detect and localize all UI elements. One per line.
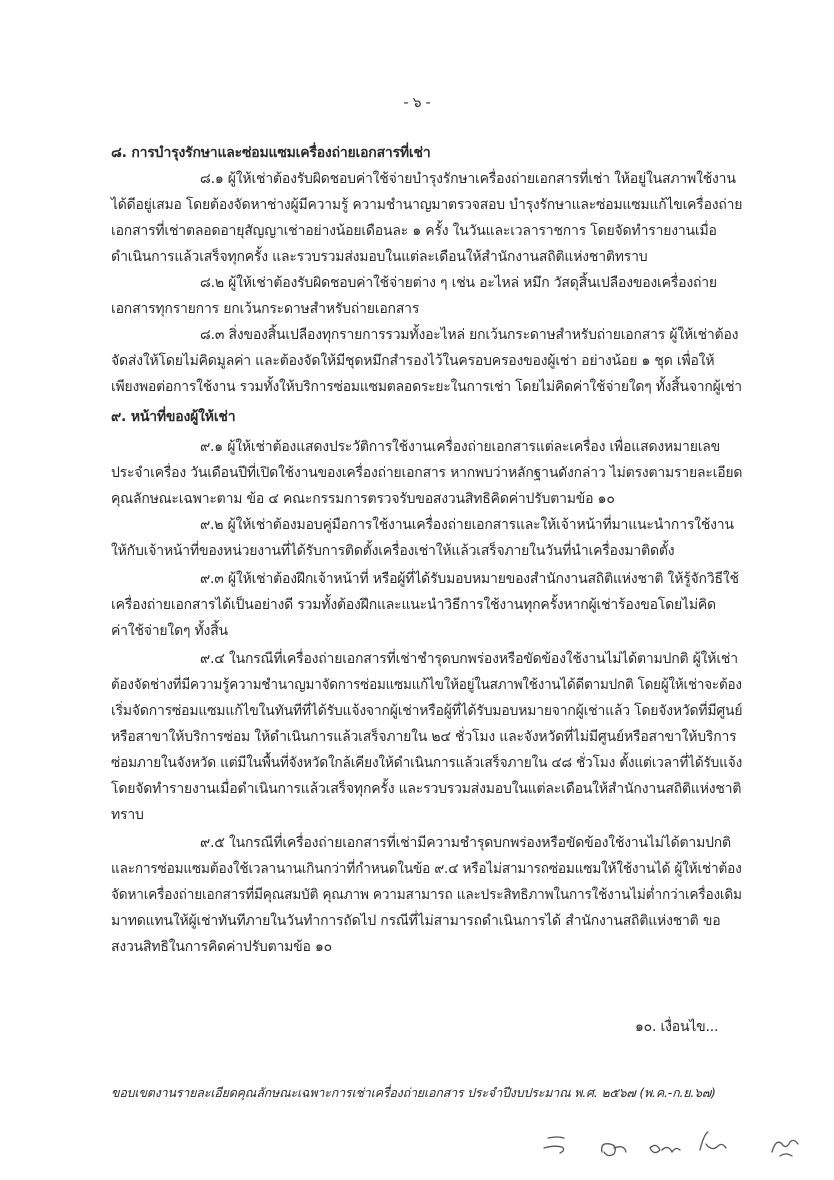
- paragraph-line: ให้กับเจ้าหน้าที่ของหน่วยงานที่ได้รับการติดตั้งเครื่องเช่าให้แล้วเสร็จภายในวันที่นำเครื่องมาติดตั้ง: [111, 543, 675, 559]
- paragraph-line: สงวนสิทธิในการคิดค่าปรับตามข้อ ๑๐: [111, 939, 333, 955]
- page-footer: ขอบเขตงานรายละเอียดคุณลักษณะเฉพาะการเช่าเครื่องถ่ายเอกสาร ประจำปีงบประมาณ พ.ศ. ๒๕๖๗ (พ.ค.-ก.ย.๖๗): [111, 1085, 716, 1100]
- paragraph-line: คุณลักษณะเฉพาะตาม ข้อ ๔ คณะกรรมการตรวจรับขอสงวนสิทธิคิดค่าปรับตามข้อ ๑๐: [111, 491, 615, 507]
- paragraph-line: เริ่มจัดการซ่อมแซมแก้ไขในทันทีที่ได้รับแจ้งจากผู้เช่าหรือผู้ที่ได้รับมอบหมายจากผู้เช่าแล้ว โดยจังหวัดที่มีศูนย์: [111, 703, 743, 719]
- paragraph-line: เอกสารที่เช่าตลอดอายุสัญญาเช่าอย่างน้อยเดือนละ ๑ ครั้ง ในวันและเวลาราชการ โดยจัดทำรายงานเมื่อ: [111, 223, 717, 239]
- paragraph-line: จัดหาเครื่องถ่ายเอกสารที่มีคุณสมบัติ คุณภาพ ความสามารถ และประสิทธิภาพในการใช้งานไม่ต่ำกว่าเครื่องเดิม: [111, 887, 742, 903]
- paragraph-line: เครื่องถ่ายเอกสารได้เป็นอย่างดี รวมทั้งต้องฝึกและแนะนำวิธีการใช้งานทุกครั้งหากผู้เช่าร้องขอโดยไม่คิด: [111, 597, 716, 613]
- paragraph-line: เพียงพอต่อการใช้งาน รวมทั้งให้บริการซ่อมแซมตลอดระยะในการเช่า โดยไม่คิดค่าใช้จ่ายใดๆ ทั้งสิ้นจากผู้เช่า: [111, 379, 742, 395]
- paragraph-line: ๘.๒ ผู้ให้เช่าต้องรับผิดชอบค่าใช้จ่ายต่าง ๆ เช่น อะไหล่ หมึก วัสดุสิ้นเปลืองของเครื่องถ่าย: [200, 275, 717, 291]
- paragraph-line: ๘.๓ สิ่งของสิ้นเปลืองทุกรายการรวมทั้งอะไหล่ ยกเว้นกระดาษสำหรับถ่ายเอกสาร ผู้ให้เช่าต้อง: [200, 327, 739, 343]
- paragraph-line: มาทดแทนให้ผู้เช่าทันทีภายในวันทำการถัดไป กรณีที่ไม่สามารถดำเนินการได้ สำนักงานสถิติแห่งชาติ ขอ: [111, 913, 721, 929]
- section-8-heading: ๘. การบำรุงรักษาและซ่อมแซมเครื่องถ่ายเอกสารที่เช่า: [111, 145, 431, 161]
- handwritten-initials-signature: [540, 1128, 810, 1168]
- paragraph-line: หรือสาขาให้บริการซ่อม ให้ดำเนินการแล้วเสร็จภายใน ๒๔ ชั่วโมง และจังหวัดที่ไม่มีศูนย์หรือสาขาให้บริการ: [111, 729, 737, 745]
- continuation-marker: ๑๐. เงื่อนไข...: [635, 1019, 719, 1035]
- paragraph-line: ทราบ: [111, 807, 144, 823]
- paragraph-line: ค่าใช้จ่ายใดๆ ทั้งสิ้น: [111, 623, 228, 639]
- section-9-heading: ๙. หน้าที่ของผู้ให้เช่า: [111, 409, 236, 425]
- paragraph-line: ๙.๕ ในกรณีที่เครื่องถ่ายเอกสารที่เช่ามีความชำรุดบกพร่องหรือขัดข้องใช้งานไม่ได้ตามปกติ: [200, 835, 731, 851]
- paragraph-line: ๙.๑ ผู้ให้เช่าต้องแสดงประวัติการใช้งานเครื่องถ่ายเอกสารแต่ละเครื่อง เพื่อแสดงหมายเลข: [200, 439, 721, 455]
- paragraph-line: ดำเนินการแล้วเสร็จทุกครั้ง และรวบรวมส่งมอบในแต่ละเดือนให้สำนักงานสถิติแห่งชาติทราบ: [111, 249, 648, 265]
- page-number: - ๖ -: [403, 95, 431, 111]
- paragraph-line: ต้องจัดช่างที่มีความรู้ความชำนาญมาจัดการซ่อมแซมแก้ไขให้อยู่ในสภาพใช้งานได้ดีตามปกติ โดยผู้ให้เช่าจะต้อง: [111, 677, 742, 693]
- paragraph-line: ๙.๓ ผู้ให้เช่าต้องฝึกเจ้าหน้าที่ หรือผู้ที่ได้รับมอบหมายของสำนักงานสถิติแห่งชาติ ให้รู้จักวิธีใช้: [200, 571, 739, 587]
- paragraph-line: เอกสารทุกรายการ ยกเว้นกระดาษสำหรับถ่ายเอกสาร: [111, 301, 420, 317]
- paragraph-line: และการซ่อมแซมต้องใช้เวลานานเกินกว่าที่กำหนดในข้อ ๙.๔ หรือไม่สามารถซ่อมแซมให้ใช้งานได้ ผู้ให้เช่าต้อง: [111, 861, 742, 877]
- paragraph-line: ได้ดีอยู่เสมอ โดยต้องจัดหาช่างผู้มีความรู้ ความชำนาญมาตรวจสอบ บำรุงรักษาและซ่อมแซมแก้ไขเครื่องถ่าย: [111, 197, 743, 213]
- paragraph-line: ๘.๑ ผู้ให้เช่าต้องรับผิดชอบค่าใช้จ่ายบำรุงรักษาเครื่องถ่ายเอกสารที่เช่า ให้อยู่ในสภาพใช้งาน: [200, 171, 736, 187]
- paragraph-line: ๙.๔ ในกรณีที่เครื่องถ่ายเอกสารที่เช่าชำรุดบกพร่องหรือขัดข้องใช้งานไม่ได้ตามปกติ ผู้ให้เช่า: [200, 651, 738, 667]
- paragraph-line: ประจำเครื่อง วันเดือนปีที่เปิดใช้งานของเครื่องถ่ายเอกสาร หากพบว่าหลักฐานดังกล่าว ไม่ตรงตามรายละเอียด: [111, 465, 743, 481]
- paragraph-line: โดยจัดทำรายงานเมื่อดำเนินการแล้วเสร็จทุกครั้ง และรวบรวมส่งมอบในแต่ละเดือนให้สำนักงานสถิติแห่งชาติ: [111, 781, 742, 797]
- paragraph-line: ๙.๒ ผู้ให้เช่าต้องมอบคู่มือการใช้งานเครื่องถ่ายเอกสารและให้เจ้าหน้าที่มาแนะนำการใช้งาน: [200, 517, 734, 533]
- paragraph-line: จัดส่งให้โดยไม่คิดมูลค่า และต้องจัดให้มีชุดหมึกสำรองไว้ในครอบครองของผู้เช่า อย่างน้อย ๑ ชุด เพื่อให้: [111, 353, 715, 369]
- paragraph-line: ซ่อมภายในจังหวัด แต่มีในพื้นที่จังหวัดใกล้เคียงให้ดำเนินการแล้วเสร็จภายใน ๔๘ ชั่วโมง ตั้งแต่เวลาที่ได้รับแจ้ง: [111, 755, 743, 771]
